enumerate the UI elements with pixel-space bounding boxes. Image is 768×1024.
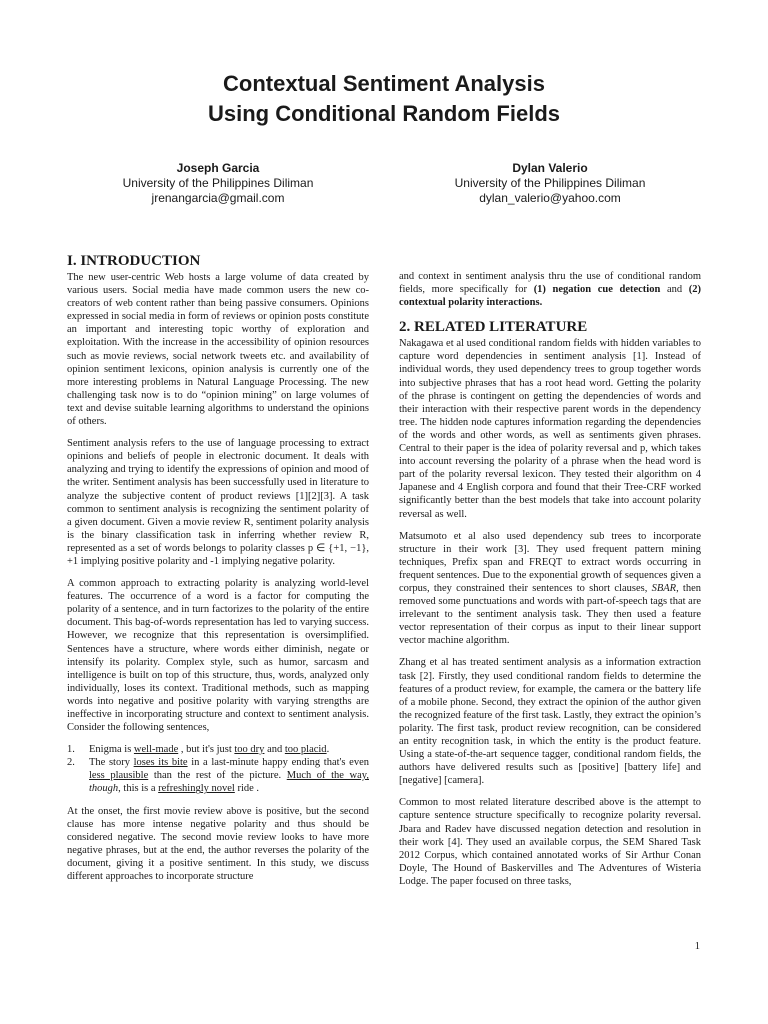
intro-paragraph: The new user-centric Web hosts a large volume of data created by various users. Social media have made common users the new co-creators of web content rather than being passive consumers. Opinions expressed in social media in form of reviews or opinion posts constitute an important and interesting topic worthy of exploration and exploitation. With the increase in the accessibility of opinion resources such as movie reviews, social network tweets etc. and availability of opinion sentiment lexicons, opinion analysis is currently one of the more interesting problems in Natural Language Processing. The new challenging task now is to do “opinion mining” on large volumes of text and devise suitable learning algorithms to understand the opinions of others. — [67, 272, 369, 428]
italic-run: SBAR — [651, 582, 677, 594]
underlined-phrase: well-made — [133, 744, 179, 756]
related-paragraph: Common to most related literature described above is the attempt to capture sentence structure specifically to recognize polarity reversal. Jbara and Radev have discussed negation detection and resolution in their work [4]. They used an available corpus, the SEM Shared Task 2012 Corpus, which contained annotated works of Sir Arthur Conan Doyle, The Hound of Baskervilles and The Adventures of Wisteria Lodge. The paper focused on three tasks, — [399, 797, 701, 887]
intro-paragraph: At the onset, the first movie review above is positive, but the second clause has more intense negative polarity and thus should be considered negative. The second movie review looks to have more negative phrases, but at the end, the author reverses the polarity of the document, giving it a positive sentiment. In this study, we discuss different approaches to incorporate structure — [67, 805, 369, 883]
left-column — [67, 252, 369, 892]
right-column — [399, 270, 701, 897]
paper-title-line2: Using Conditional Random Fields — [208, 101, 560, 126]
text-run: and context in sentiment analysis thru the use of conditional random fields, more specifically for — [399, 271, 701, 296]
author-name: Dylan Valerio — [512, 161, 588, 175]
intro-continuation — [399, 270, 701, 309]
underlined-phrase: less plausible — [89, 770, 149, 782]
text-run: , then removed some punctuations and words with part-of-speech tags that are irrelevant to the sentiment analysis task. They then used a feature vector representation of their corpus as input to their linear support vector machine algorithm. — [399, 582, 701, 647]
author-affiliation: University of the Philippines Diliman — [454, 176, 646, 190]
list-text — [89, 743, 369, 756]
underlined-phrase: refreshingly novel — [158, 783, 235, 795]
text-run: than the rest of the picture. — [148, 770, 287, 782]
text-run: , this is a — [118, 783, 159, 795]
underlined-phrase: Much of the way, — [286, 770, 369, 782]
example-sentence — [67, 743, 369, 756]
author-email: dylan_valerio@yahoo.com — [479, 191, 621, 205]
paper-title-line1: Contextual Sentiment Analysis — [223, 71, 545, 96]
underlined-phrase: loses its bite — [133, 757, 188, 769]
text-run: The story — [89, 757, 134, 769]
list-text — [89, 756, 369, 795]
example-sentence — [67, 756, 369, 795]
related-paragraph: Zhang et al has treated sentiment analysis as a information extraction task [2]. Firstly, they used conditional random fields to determine the features of a product review, for example, the camera or the battery life of a mobile phone. Second, they extract the opinion of the author given the recognized feature of the first task. Lastly, they extract the opinion’s polarity. The first task, product review recognition, can be considered an entity recognition task, in which the entity is the product feature. Using a state-of-the-art sequence tagger, conditional random fields, the authors have delivered results such as [positive] [battery life] and [negative] [camera]. — [399, 657, 701, 787]
text-run: . — [326, 744, 330, 756]
related-paragraph — [399, 530, 701, 648]
text-run: ride . — [234, 783, 260, 795]
underlined-phrase: too dry — [234, 744, 265, 756]
author-name: Joseph Garcia — [176, 161, 260, 175]
text-run: in a last-minute happy ending that's even — [187, 757, 369, 769]
text-run: , but it's just — [178, 744, 235, 756]
bold-run: (2) contextual polarity interactions. — [399, 284, 701, 309]
section-heading-related-literature: 2. RELATED LITERATURE — [399, 319, 588, 336]
example-sentence-list — [67, 743, 369, 795]
page-number: 1 — [694, 941, 700, 952]
text-run: Enigma is — [89, 744, 134, 756]
text-run: and — [660, 284, 689, 296]
author-block — [400, 161, 700, 206]
related-paragraph: Nakagawa et al used conditional random fields with hidden variables to capture word dependencies in sentiment analysis [1]. Instead of individual words, they used dependency trees to group together words into subjective phrases that has a root head word. Getting the polarity of the phrase is contingent on getting the dependencies of words and their interaction with their respective parent words in the dependency tree. The hidden node captures information regarding the dependencies of the words and other words, as well as sentiments given phrases. Central to their paper is the idea of polarity reversal and p, which takes into account reversing the polarity of a phrase when the head word is part of the polarity reversal lexicon. They tested their algorithm on 4 Japanese and 4 English corpora and found that their Tree-CRF worked significantly better than the best models that take into account polarity reversal as well. — [399, 338, 701, 520]
author-affiliation: University of the Philippines Diliman — [122, 176, 314, 190]
author-block — [68, 161, 368, 206]
text-run: and — [264, 744, 285, 756]
italic-run: though — [89, 783, 119, 795]
section-heading-introduction: I. INTRODUCTION — [67, 253, 201, 269]
underlined-phrase: too placid — [284, 744, 327, 756]
intro-paragraph: Sentiment analysis refers to the use of language processing to extract opinions and beliefs of people in electronic document. It deals with analyzing and trying to identify the expressions of opinion and mood of the writer. Sentiment analysis has been successfully used in literature to analyze the subjective content of product reviews [1][2][3]. A task common to sentiment analysis is recognizing the sentiment polarity of a given document. Given a movie review R, sentiment polarity analysis is the binary classification task in inferring whether review R, represented as a set of words belongs to polarity classes p ∈ {+1, −1}, +1 implying positive polarity and -1 implying negative polarity. — [67, 438, 369, 567]
list-number: 2. — [67, 757, 75, 769]
text-run: Matsumoto et al also used dependency sub trees to incorporate structure in their work [3]. They used frequent pattern mining techniques, Prefix span and FREQT to extract words occurring in frequent sentences. Due to the exponential growth of sequences given a corpus, they constrained their sentences to short clauses, — [399, 530, 701, 594]
list-number: 1. — [67, 744, 75, 756]
intro-paragraph: A common approach to extracting polarity is analyzing world-level features. The occurrence of a word is a factor for computing the polarity of a sentence, and in turn factorizes to the polarity of the entire document. This bag-of-words representation has led to varying success. However, we recognize that this representation is oversimplified. Sentences have a structure, where words either diminish, negate or intensify its polarity. Complex style, such as humor, sarcasm and intelligence is built on top of this structure, thus, words, analyzed only individually, loses its context. Traditional methods, such as mapping words into negative and positive polarity with varying strengths are ineffective in incorporating structure and context to sentiment analysis. Consider the following sentences, — [67, 578, 369, 734]
author-email: jrenangarcia@gmail.com — [151, 191, 285, 205]
bold-run: (1) negation cue detection — [533, 284, 661, 296]
